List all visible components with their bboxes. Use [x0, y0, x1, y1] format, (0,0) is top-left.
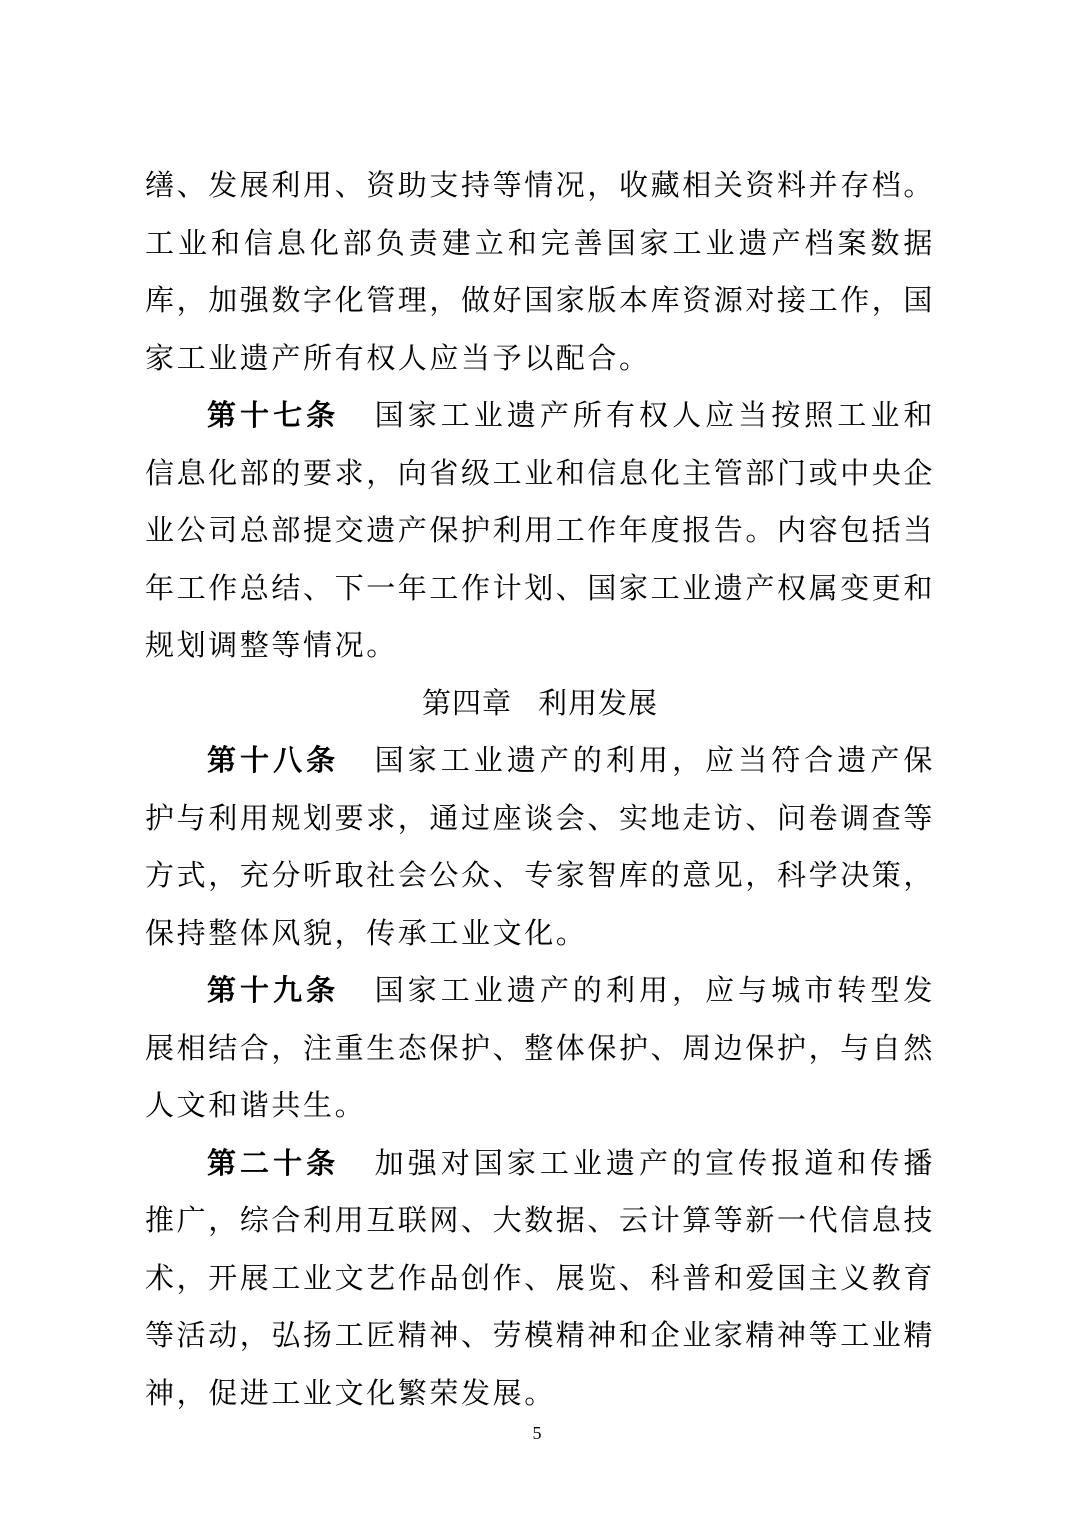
article-18-text: 国家工业遗产的利用，应当符合遗产保护与利用规划要求，通过座谈会、实地走访、问卷调查等方式，充分听取社会公众、专家智库的意见，科学决策，保持整体风貌，传承工业文化。	[145, 743, 936, 950]
article-19	[145, 962, 935, 1135]
page-body	[145, 157, 935, 1422]
continuation-text: 缮、发展利用、资助支持等情况，收藏相关资料并存档。工业和信息化部负责建立和完善国家工业遗产档案数据库，加强数字化管理，做好国家版本库资源对接工作，国家工业遗产所有权人应当予以配合。	[145, 168, 936, 375]
article-17	[145, 387, 935, 675]
continuation-paragraph	[145, 157, 935, 387]
article-19-label: 第十九条	[207, 973, 340, 1007]
chapter-heading	[145, 675, 935, 733]
article-17-label: 第十七条	[207, 398, 340, 432]
article-18-label: 第十八条	[207, 743, 340, 777]
chapter-title: 利用发展	[538, 685, 659, 720]
article-20-label: 第二十条	[207, 1145, 340, 1180]
article-18	[145, 732, 935, 962]
chapter-number: 第四章	[421, 685, 512, 720]
article-20	[145, 1135, 935, 1423]
page-number: 5	[532, 1423, 542, 1443]
article-17-text: 国家工业遗产所有权人应当按照工业和信息化部的要求，向省级工业和信息化主管部门或中央企业公司总部提交遗产保护利用工作年度报告。内容包括当年工作总结、下一年工作计划、国家工业遗产权属变更和规划调整等情况。	[145, 398, 936, 662]
article-19-text: 国家工业遗产的利用，应与城市转型发展相结合，注重生态保护、整体保护、周边保护，与自然人文和谐共生。	[145, 973, 936, 1122]
article-20-text: 加强对国家工业遗产的宣传报道和传播推广，综合利用互联网、大数据、云计算等新一代信息技术，开展工业文艺作品创作、展览、科普和爱国主义教育等活动，弘扬工匠精神、劳模精神和企业家精神等工业精神，促进工业文化繁荣发展。	[145, 1145, 936, 1410]
